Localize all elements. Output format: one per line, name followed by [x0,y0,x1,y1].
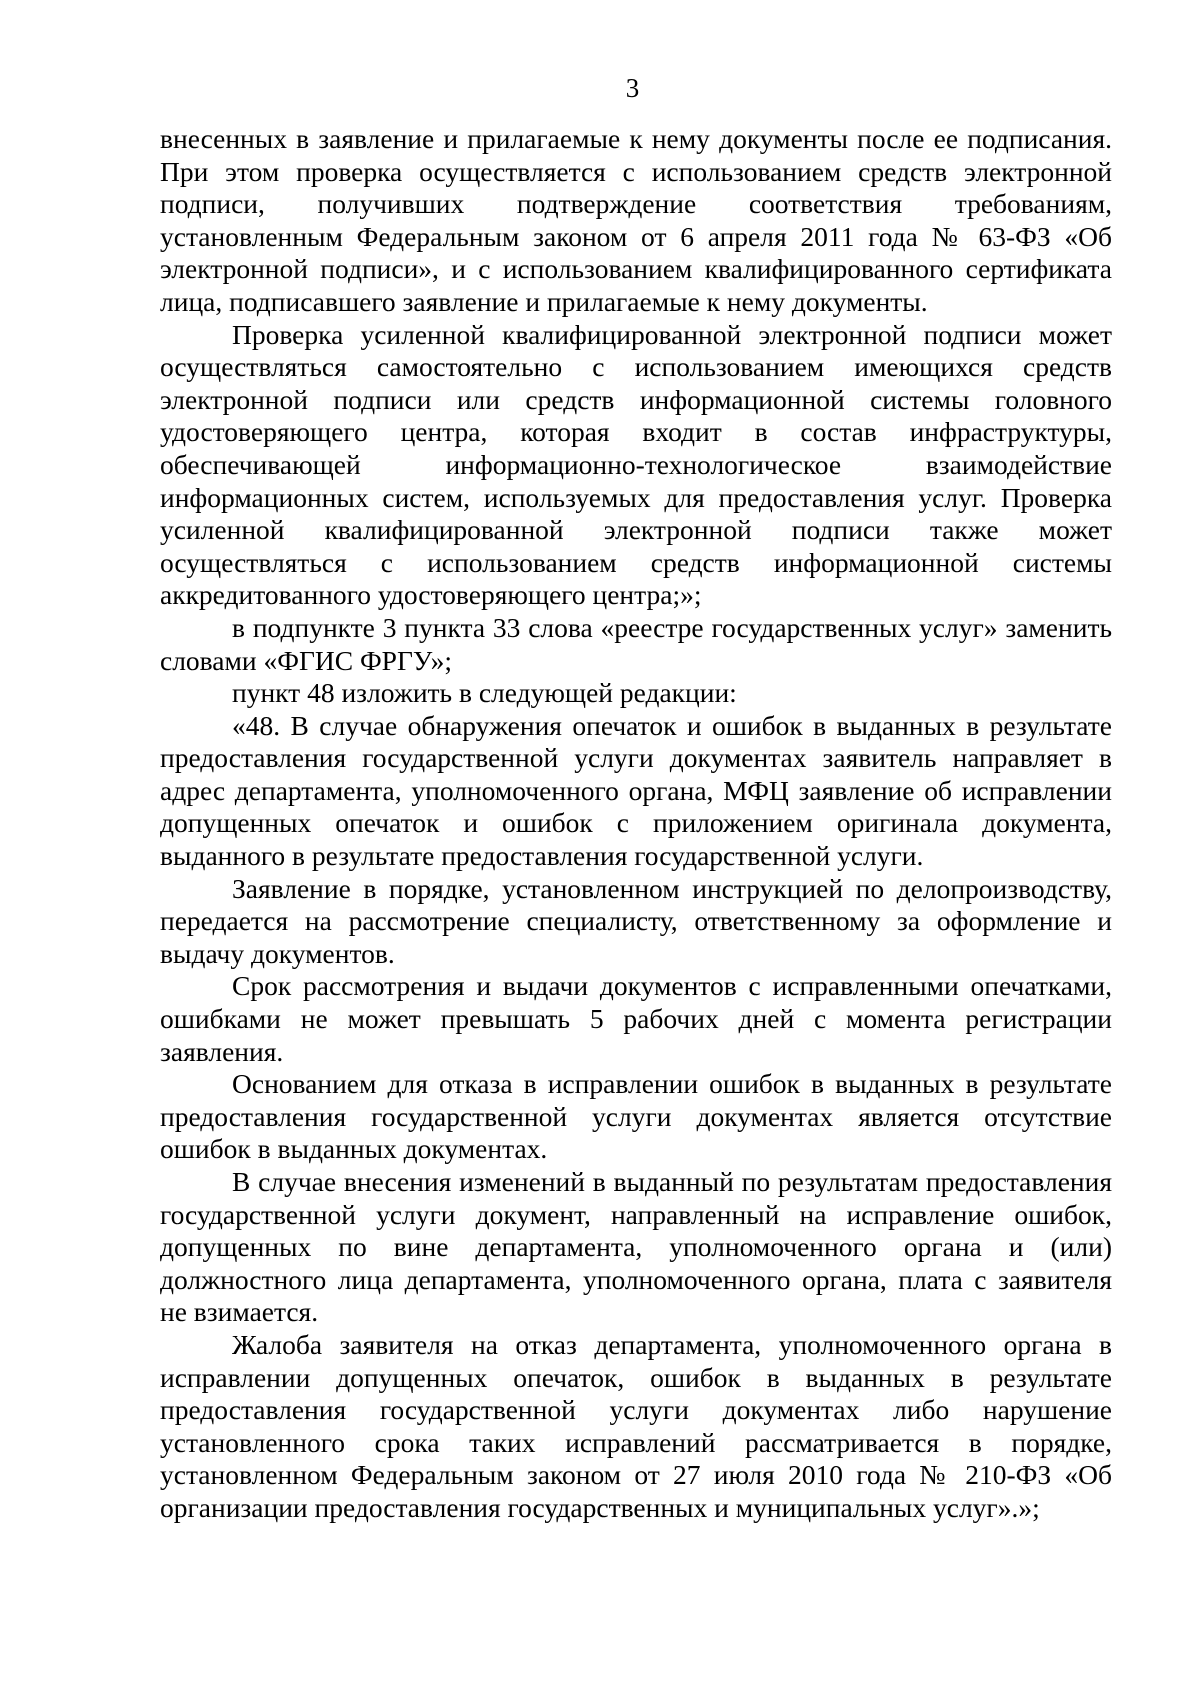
paragraph: Заявление в порядке, установленном инструкцией по делопроизводству, передается на рассмотрение специалисту, ответственному за оформление и выдачу документов. [160,872,1112,969]
paragraph: в подпункте 3 пункта 33 слова «реестре государственных услуг» заменить словами «ФГИС ФРГУ»; [160,611,1112,676]
page-number: 3 [625,73,640,103]
paragraph: «48. В случае обнаружения опечаток и ошибок в выданных в результате предоставления государственной услуги документах заявитель направляет в адрес департамента, уполномоченного органа, МФЦ заявление об исправлении допущенных опечаток и ошибок с приложением оригинала документа, выданного в результате предоставления государственной услуги. [160,709,1112,872]
paragraph: Срок рассмотрения и выдачи документов с исправленными опечатками, ошибками не может превышать 5 рабочих дней с момента регистрации заявления. [160,970,1112,1067]
document-body [160,123,1112,1525]
paragraph: Жалоба заявителя на отказ департамента, уполномоченного органа в исправлении допущенных опечаток, ошибок в выданных в результате предоставления государственной услуги документах либо нарушение установленного срока таких исправлений рассматривается в порядке, установленном Федеральным законом от 27 июля 2010 года № 210-ФЗ «Об организации предоставления государственных и муниципальных услуг».»; [160,1328,1112,1523]
paragraph: В случае внесения изменений в выданный по результатам предоставления государственной услуги документ, направленный на исправление ошибок, допущенных по вине департамента, уполномоченного органа и (или) должностного лица департамента, уполномоченного органа, плата с заявителя не взимается. [160,1166,1112,1328]
paragraph-continuation: внесенных в заявление и прилагаемые к нему документы после ее подписания. При этом проверка осуществляется с использованием средств электронной подписи, получивших подтверждение соответствия требованиям, установленным Федеральным законом от 6 апреля 2011 года № 63-ФЗ «Об электронной подписи», и с использованием квалифицированного сертификата лица, подписавшего заявление и прилагаемые к нему документы. [160,123,1112,317]
paragraph: Основанием для отказа в исправлении ошибок в выданных в результате предоставления государственной услуги документах является отсутствие ошибок в выданных документах. [160,1068,1112,1165]
paragraph: Проверка усиленной квалифицированной электронной подписи может осуществляться самостоятельно с использованием имеющихся средств электронной подписи или средств информационной системы головного удостоверяющего центра, которая входит в состав инфраструктуры, обеспечивающей информационно-технологическое взаимодействие информационных систем, используемых для предоставления услуг. Проверка усиленной квалифицированной электронной подписи также может осуществляться с использованием средств информационной системы аккредитованного удостоверяющего центра;»; [160,318,1112,611]
paragraph: пункт 48 изложить в следующей редакции: [232,677,737,709]
